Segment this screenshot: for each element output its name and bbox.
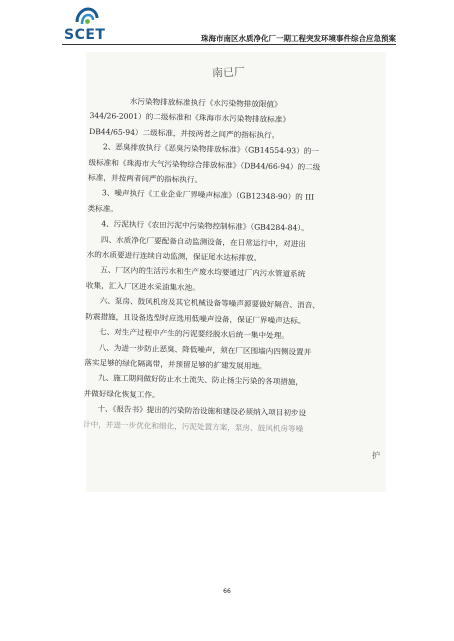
page-number: 66: [223, 588, 231, 595]
body-line: 类标准。: [87, 203, 119, 214]
body-line: 3、噪声执行《工业企业厂界噪声标准》（GB12348-90）的 III: [101, 188, 315, 203]
body-line: 水污染物排放标准执行《水污染物排放限值》: [129, 96, 282, 110]
body-line: 标准，并按两者间严的指标执行。: [88, 173, 203, 185]
body-line: 水的水质要进行连续自动监测，保证尾水达标排放。: [86, 250, 262, 263]
scet-logo-icon: [74, 6, 100, 28]
body-line: 九、施工期间做好防止水土流失、防止扬尘污染的各项措施，: [97, 373, 304, 387]
body-line: 级标准和《珠海市大气污染物综合排放标准》（DB44/66-94）的二级: [88, 157, 321, 172]
body-line: 七、对生产过程中产生的污泥要经脱水后统一集中处理。: [98, 327, 289, 341]
body-line: 落实足够的绿化隔离带，并预留足够的扩建发展用地。: [84, 357, 267, 371]
header-rule: [62, 44, 396, 45]
page-header: [0, 0, 454, 48]
body-line: DB44/65-94）二级标准，并按两者之间严的指标执行。: [89, 126, 280, 140]
body-line: 五、厂区内的生活污水和生产废水均要通过厂内污水管道系统: [100, 265, 306, 280]
body-line: 收集，汇入厂区进水采油集水池。: [85, 280, 200, 293]
body-line: 八、为进一步防止恶臭、降低噪声，须在厂区围墙内四侧设置并: [98, 342, 312, 357]
margin-annotation: 护: [372, 451, 380, 460]
body-line: 4、污泥执行《农田污泥中污染物控制标准》（GB4284-84）。: [101, 219, 309, 233]
body-line: 六、泵房、鼓风机房及其它机械设备等噪声源要做好隔音、消音、: [99, 296, 320, 311]
body-line: 十、《报告书》提出的污染防治设施和建设必须纳入项目初步设: [97, 404, 307, 418]
body-line: 计中，并进一步优化和细化，污泥处置方案，泵房、鼓风机房等噪: [82, 419, 304, 434]
handwritten-note: 南已厂: [211, 65, 246, 80]
scet-logo-text: SCET: [64, 27, 106, 43]
body-line: 并做好绿化恢复工作。: [83, 388, 160, 400]
body-line: 防震措施，且设备选型时应选用低噪声设备，保证厂界噪声达标。: [85, 311, 306, 326]
body-line: 四、水质净化厂要配备自动监测设备，在日常运行中，对进出: [100, 234, 307, 249]
document-body: [83, 93, 382, 438]
document-title: 珠海市南区水质净化厂一期工程突发环境事件综合应急预案: [201, 34, 396, 43]
body-line: 344/26-2001）的二级标准和《珠海市水污染物排放标准》: [89, 111, 291, 125]
body-line: 2、恶臭排放执行《恶臭污染物排放标准》（GB14554-93）的一: [102, 142, 320, 157]
